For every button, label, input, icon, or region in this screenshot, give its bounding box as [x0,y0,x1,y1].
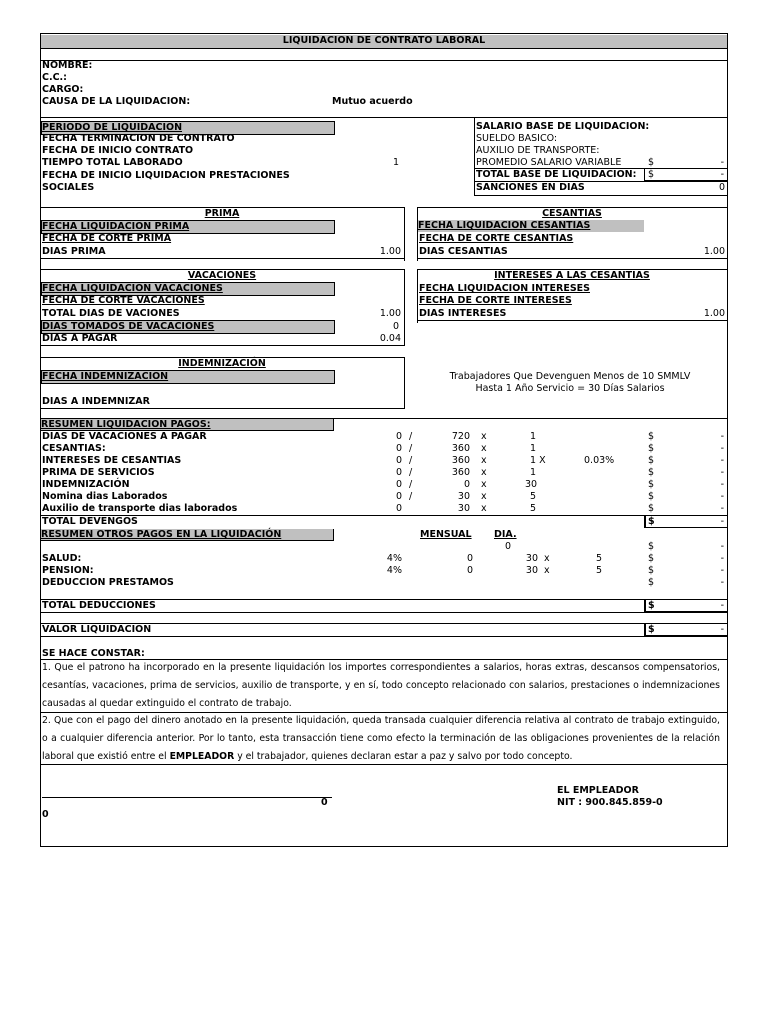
indemnizacion-header: INDEMNIZACIÓN [178,358,266,369]
otros-mensual: MENSUAL [420,529,472,540]
label-promedio: PROMEDIO SALARIO VARIABLE [476,157,622,168]
total-deducciones-currency: $ [648,600,655,611]
label-terminacion: FECHA TERMINACION DE CONTRATO [42,133,235,144]
constar-paragraph-2 [42,712,720,766]
sanciones-value: 0 [718,182,725,193]
resumen-header: RESUMEN LIQUIDACION PAGOS: [41,419,334,431]
intereses-corte: FECHA DE CORTE INTERESES [419,295,572,306]
row-a: 0 [395,443,402,454]
prima-dias-value: 1.00 [379,246,401,257]
row-currency: $ [648,479,655,490]
row-a: 0 [395,455,402,466]
row-c: 1 [530,467,537,478]
intereses-dias-label: DIAS INTERESES [419,308,507,319]
vacaciones-header: VACACIONES [187,270,257,281]
row-op: x [544,565,550,576]
row-pct: 4% [386,565,402,576]
intereses-dias-value: 1.00 [703,308,725,319]
page-title: LIQUIDACION DE CONTRATO LABORAL [41,35,727,49]
row-currency: $ [648,455,655,466]
valor-liquidacion-currency: $ [648,624,655,635]
label-total-base: TOTAL BASE DE LIQUIDACION: [476,169,637,180]
cesantias-liquidacion: FECHA LIQUIDACION CESANTIAS [418,220,644,232]
row-c: 1 [530,443,537,454]
row-c: 5 [530,491,537,502]
row-label: Auxilio de transporte dias laborados [42,503,238,514]
valor-liquidacion-label: VALOR LIQUIDACION [42,624,152,635]
otros-dia: DIA. [494,529,517,540]
vacaciones-total-label: TOTAL DIAS DE VACIONES [42,308,180,319]
prima-header: PRIMA [204,208,240,219]
row-sep: / [409,479,413,490]
total-devengos-value: - [720,516,724,527]
row-currency: $ [648,467,655,478]
constar-paragraph-2-text: 2. Que con el pago del dinero anotado en la presente liquidación, queda transada cualquier diferencia relativa al contrato de trabajo extinguido, o a cualquier diferencia anterior. Por lo tanto, esta transacción tiene como efecto la terminación de las obligaciones provenientes de la relación laboral que existió entre el [42,715,720,762]
vacaciones-liquidacion: FECHA LIQUIDACION VACACIONES [41,282,335,296]
otros-header: RESUMEN OTROS PAGOS EN LA LIQUIDACIÓN [41,529,334,541]
row-value: - [720,503,724,514]
row-label: INDEMNIZACIÓN [42,479,130,490]
row-c: 1 [530,431,537,442]
label-auxilio: AUXILIO DE TRANSPORTE: [476,145,600,156]
row-mensual: 0 [466,565,473,576]
label-cc: C.C.: [42,72,67,83]
constar-paragraph-2-end: y el trabajador, quienes declaran estar a paz y salvo por todo concepto. [234,751,573,762]
row-a: 0 [395,491,402,502]
value-causa: Mutuo acuerdo [332,96,413,107]
row-b: 30 [457,491,470,502]
row-a: 0 [395,467,402,478]
label-causa: CAUSA DE LA LIQUIDACION: [42,96,191,107]
row-op: x [544,553,550,564]
row-b: 360 [451,455,470,466]
row-mensual: 0 [466,553,473,564]
salario-header: SALARIO BASE DE LIQUIDACION: [476,121,650,132]
empleador-nit: NIT : 900.845.859-0 [557,797,663,808]
row-pct: 0.03% [584,455,615,466]
row-label: CESANTIAS: [42,443,106,454]
row-a: 0 [395,503,402,514]
vacaciones-pagar-value: 0.04 [379,333,401,344]
vacaciones-tomados-value: 0 [392,321,399,332]
row-value: - [720,455,724,466]
vacaciones-total-value: 1.00 [379,308,401,319]
row-label: DIAS DE VACACIONES A PAGAR [42,431,207,442]
row-value: - [720,491,724,502]
row-a: 0 [395,431,402,442]
indemnizacion-fecha: FECHA INDEMNIZACION [41,370,335,384]
periodo-header: PERIODO DE LIQUIDACION [41,121,335,135]
row-b: 360 [451,467,470,478]
otros-dia-currency: $ [648,541,655,552]
row-c: 30 [525,479,538,490]
row-label: Nomina dias Laborados [42,491,168,502]
row-value: - [720,443,724,454]
row-value: - [720,431,724,442]
cesantias-dias-value: 1.00 [703,246,725,257]
intereses-header: INTERESES A LAS CESANTIAS [494,270,650,281]
row-currency: $ [648,565,655,576]
otros-dia-zero: 0 [505,541,512,552]
valor-liquidacion-value: - [720,624,724,635]
otros-dia-value: - [720,541,724,552]
total-base-value: - [720,169,724,180]
row-b: 0 [463,479,470,490]
row-sep: / [409,491,413,502]
row-currency: $ [648,491,655,502]
prima-dias-label: DIAS PRIMA [42,246,106,257]
row-value: - [720,565,724,576]
row-b: 720 [451,431,470,442]
row-op: x [481,503,487,514]
row-op: x [481,455,487,466]
prima-liquidacion: FECHA LIQUIDACION PRIMA [41,220,335,234]
total-deducciones-label: TOTAL DEDUCCIONES [42,600,156,611]
row-op: x [481,467,487,478]
cesantias-dias-label: DIAS CESANTIAS [419,246,508,257]
row-currency: $ [648,443,655,454]
row-a: 0 [395,479,402,490]
row-value: - [720,479,724,490]
row-label: PRIMA DE SERVICIOS [42,467,155,478]
row-n: 5 [596,553,603,564]
row-op: x [481,491,487,502]
row-sep: / [409,467,413,478]
prima-corte: FECHA DE CORTE PRIMA [42,233,172,244]
trabajador-value-1: 0 [321,797,328,808]
label-tiempo: TIEMPO TOTAL LABORADO [42,157,183,168]
label-sueldo: SUELDO BASICO: [476,133,558,144]
row-dia: 30 [525,565,538,576]
total-base-currency: $ [648,169,655,180]
row-sep: / [409,443,413,454]
indemnizacion-dias: DIAS A INDEMNIZAR [42,396,150,407]
indemnizacion-note-2: Hasta 1 Año Servicio = 30 Días Salarios [475,383,665,394]
row-op: x [481,443,487,454]
label-inicio-prestaciones-1: FECHA DE INICIO LIQUIDACION PRESTACIONES [42,170,290,181]
empleador-label: EL EMPLEADOR [557,785,639,796]
row-label: INTERESES DE CESANTIAS [42,455,182,466]
row-dia: 30 [525,553,538,564]
prestamos-value: - [720,577,724,588]
row-label: PENSION: [42,565,94,576]
row-c: 1 X [530,455,546,466]
row-pct: 4% [386,553,402,564]
prestamos-currency: $ [648,577,655,588]
cesantias-corte: FECHA DE CORTE CESANTIAS [419,233,574,244]
row-n: 5 [596,565,603,576]
row-sep: / [409,455,413,466]
constar-paragraph-1: 1. Que el patrono ha incorporado en la presente liquidación los importes correspondientes a salarios, horas extras, descansos compensatorios, cesantías, vacaciones, prima de servicios, auxilio de transporte, y en sí, todo concepto relacionado con salarios, prestaciones o indemnizaciones causadas al quedar extinguido el contrato de trabajo. [42,662,720,709]
promedio-currency: $ [648,157,655,168]
prestamos-label: DEDUCCION PRESTAMOS [42,577,174,588]
cesantias-header: CESANTIAS [542,208,602,219]
label-sanciones: SANCIONES EN DIAS [476,182,585,193]
row-label: SALUD: [42,553,82,564]
row-b: 360 [451,443,470,454]
row-currency: $ [648,553,655,564]
row-currency: $ [648,431,655,442]
constar-empleador: EMPLEADOR [169,751,235,762]
value-tiempo: 1 [393,157,400,168]
row-op: x [481,479,487,490]
total-deducciones-value: - [720,600,724,611]
row-value: - [720,467,724,478]
vacaciones-tomados-label: DIAS TOMADOS DE VACACIONES [41,320,335,334]
label-inicio-prestaciones-2: SOCIALES [42,182,95,193]
row-currency: $ [648,503,655,514]
promedio-value: - [720,157,724,168]
row-b: 30 [457,503,470,514]
trabajador-value-2: 0 [42,809,49,820]
total-devengos-label: TOTAL DEVENGOS [42,516,138,527]
label-inicio: FECHA DE INICIO CONTRATO [42,145,194,156]
intereses-liquidacion: FECHA LIQUIDACION INTERESES [419,283,590,294]
row-op: x [481,431,487,442]
row-c: 5 [530,503,537,514]
row-sep: / [409,431,413,442]
vacaciones-corte: FECHA DE CORTE VACACIONES [42,295,205,306]
row-value: - [720,553,724,564]
signature-line [42,797,332,798]
constar-header: SE HACE CONSTAR: [42,648,145,659]
label-nombre: NOMBRE: [42,60,93,71]
vacaciones-pagar-label: DIAS A PAGAR [42,333,118,344]
total-devengos-currency: $ [648,516,655,527]
indemnizacion-note-1: Trabajadores Que Devenguen Menos de 10 SMMLV [449,371,691,382]
label-cargo: CARGO: [42,84,84,95]
